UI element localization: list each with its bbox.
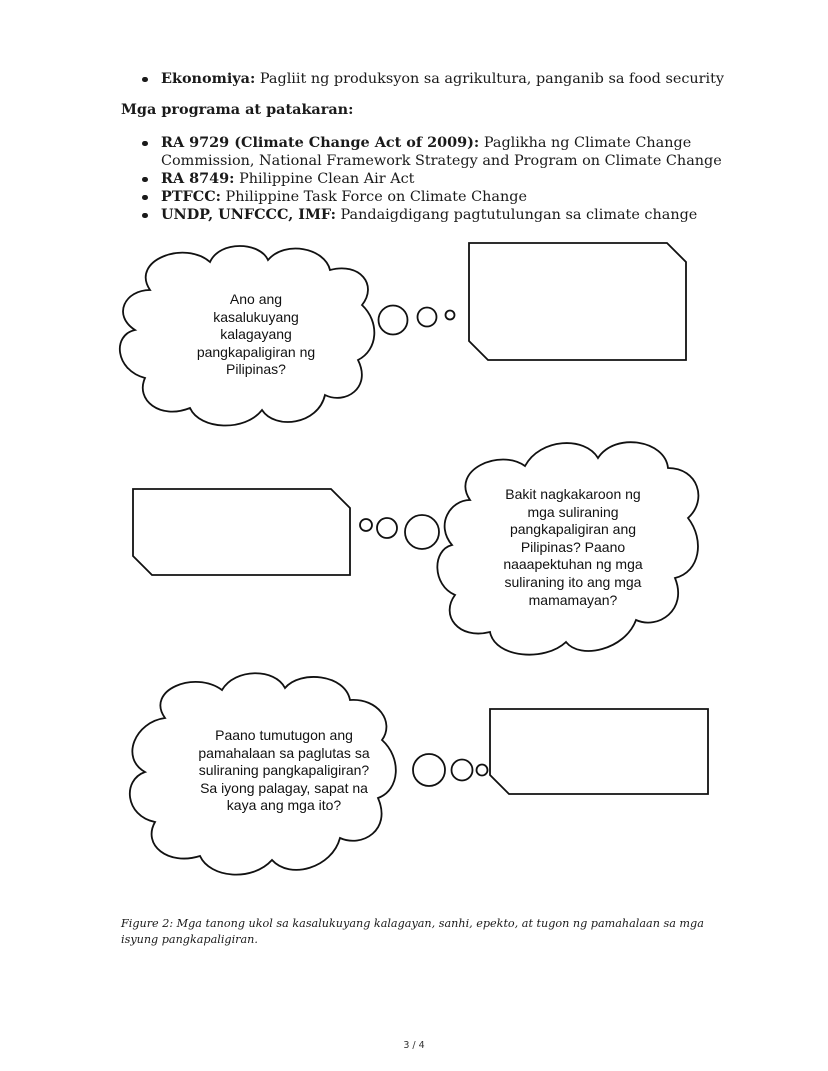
- thought-bubble-large: [405, 515, 439, 549]
- thought-bubble-medium: [452, 760, 473, 781]
- thought-bubble-medium: [377, 518, 397, 538]
- answer-box-1: [469, 243, 686, 360]
- answer-box-3: [490, 709, 708, 794]
- thought-bubble-large: [413, 754, 445, 786]
- bullet-label: RA 8749:: [161, 170, 235, 187]
- cloud-question-1: Ano ang kasalukuyang kalagayang pangkapaligiran ng Pilipinas?: [196, 291, 316, 378]
- thought-bubble-large: [379, 306, 408, 335]
- bullet-text: Pagliit ng produksyon sa agrikultura, panganib sa food security: [255, 71, 725, 87]
- bullet-label: RA 9729 (Climate Change Act of 2009):: [161, 134, 480, 151]
- thought-bubble-medium: [418, 308, 437, 327]
- cloud-question-3: Paano tumutugon ang pamahalaan sa paglutas sa suliraning pangkapaligiran? Sa iyong palagay, sapat na kaya ang mga ito?: [198, 727, 370, 814]
- bullet-text: Philippine Task Force on Climate Change: [220, 189, 527, 205]
- bullet-text: Paglikha ng Climate Change Commission, National Framework Strategy and Program on Climate Change: [161, 135, 722, 169]
- thought-bubble-small: [446, 311, 455, 320]
- bullet-label: UNDP, UNFCCC, IMF:: [161, 206, 336, 223]
- section-heading: Mga programa at patakaran:: [121, 101, 354, 118]
- thought-bubble-small: [477, 765, 488, 776]
- cloud-question-2: Bakit nagkakaroon ng mga suliraning pangkapaligiran ang Pilipinas? Paano naaapektuhan ng mga suliraning ito ang mga mamamayan?: [503, 486, 643, 608]
- bullet-label: PTFCC:: [161, 188, 221, 205]
- bullet-text: Philippine Clean Air Act: [234, 171, 415, 187]
- answer-box-2: [133, 489, 350, 575]
- figure-caption: Figure 2: Mga tanong ukol sa kasalukuyang kalagayan, sanhi, epekto, at tugon ng pamahalaan sa mga isyung pangkapaligiran.: [121, 917, 704, 946]
- page-number: 3 / 4: [403, 1040, 425, 1051]
- bullet-text: Pandaigdigang pagtutulungan sa climate change: [335, 207, 698, 223]
- thought-bubble-small: [360, 519, 372, 531]
- bullet-label: Ekonomiya:: [161, 70, 256, 87]
